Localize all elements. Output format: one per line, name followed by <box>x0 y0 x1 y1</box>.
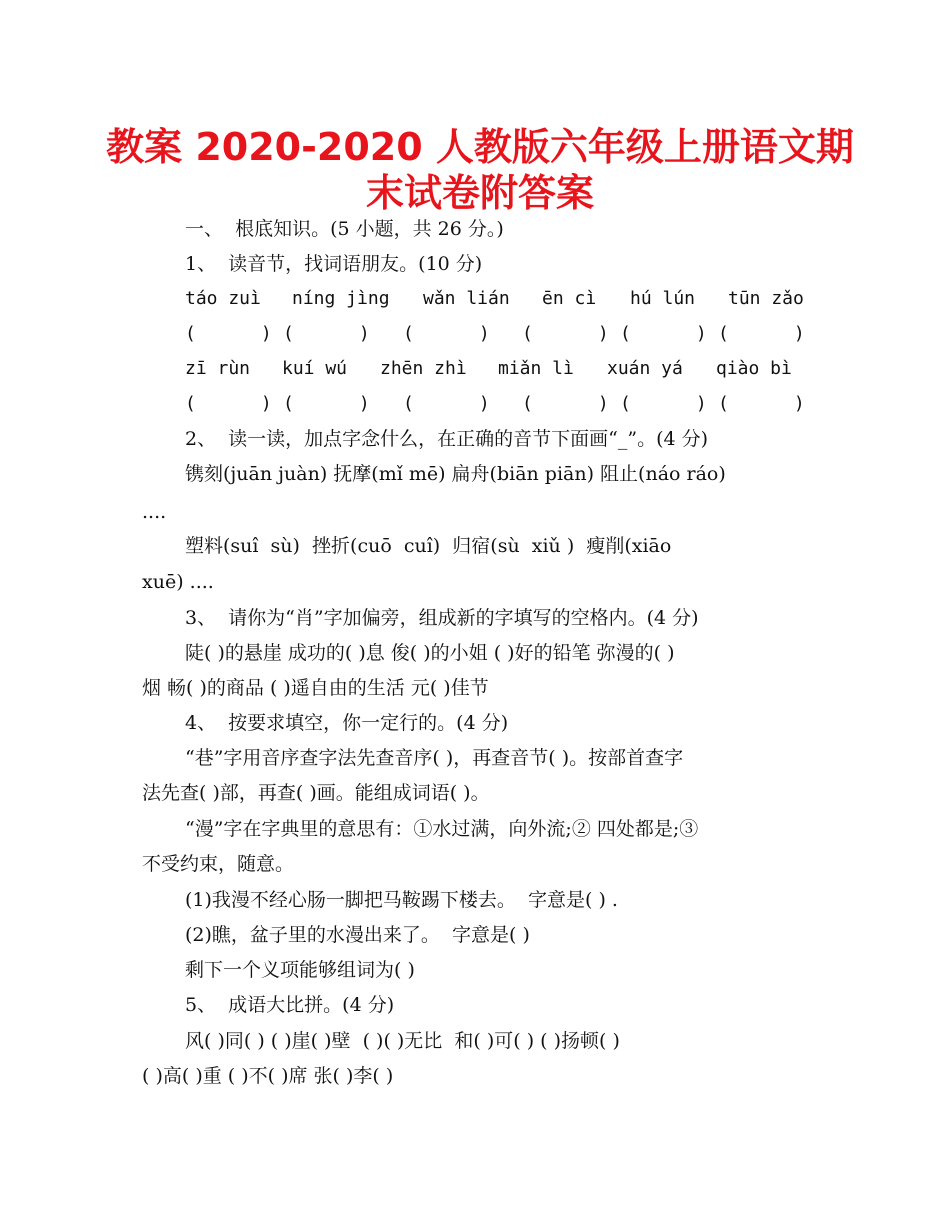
pinyin-item: níng jìng <box>292 288 390 309</box>
answer-blank: ( ) <box>283 323 370 344</box>
question-5-heading: 5、 成语大比拼。(4 分) <box>185 994 395 1016</box>
question-2-line: 塑料(suî sù) 挫折(cuō cuî) 归宿(sù xiǔ ) 瘦削(xiāo <box>185 535 672 557</box>
question-4-line: “巷”字用音序查字法先查音序( )，再查音节( )。按部首查字 <box>185 747 684 769</box>
pinyin-item: ēn cì <box>542 288 597 309</box>
answer-blank: ( ) <box>185 323 272 344</box>
question-2-dots: .... <box>142 501 167 523</box>
pinyin-item: hú lún <box>630 288 696 309</box>
pinyin-item: kuí wú <box>282 358 348 379</box>
answer-blank: ( ) <box>403 323 490 344</box>
answer-blank: ( ) <box>185 393 272 414</box>
pinyin-item: qiào bì <box>716 358 792 379</box>
answer-blank: ( ) <box>522 393 609 414</box>
question-4-line: (2)瞧，盆子里的水漫出来了。 字意是( ) <box>185 924 530 946</box>
pinyin-item: zhēn zhì <box>380 358 467 379</box>
pinyin-item: zī rùn <box>185 358 251 379</box>
section-1-heading: 一、 根底知识。(5 小题，共 26 分。) <box>185 218 504 240</box>
pinyin-item: táo zuì <box>185 288 261 309</box>
answer-blank: ( ) <box>620 393 707 414</box>
question-4-line: “漫”字在字典里的意思有：①水过满，向外流;② 四处都是;③ <box>185 818 699 840</box>
question-2-heading: 2、 读一读，加点字念什么，在正确的音节下面画“_”。(4 分) <box>185 428 709 450</box>
question-3-heading: 3、 请你为“肖”字加偏旁，组成新的字填写的空格内。(4 分) <box>185 607 699 629</box>
answer-blank: ( ) <box>718 393 805 414</box>
answer-blank: ( ) <box>283 393 370 414</box>
question-5-line: 风( )同( ) ( )崖( )壁 ( )( )无比 和( )可( ) ( )扬顿( ) <box>185 1030 620 1052</box>
question-4-line: (1)我漫不经心肠一脚把马鞍踢下楼去。 字意是( ) . <box>185 889 618 911</box>
answer-blank: ( ) <box>522 323 609 344</box>
question-3-line: 陡( )的悬崖 成功的( )息 俊( )的小姐 ( )好的铅笔 弥漫的( ) <box>185 642 675 664</box>
document-title-line-2: 末试卷附答案 <box>365 171 594 215</box>
document-title-line-1: 教案 2020-2020 人教版六年级上册语文期 <box>106 125 854 169</box>
question-4-line: 剩下一个义项能够组词为( ) <box>185 959 415 981</box>
question-4-heading: 4、 按要求填空，你一定行的。(4 分) <box>185 712 509 734</box>
pinyin-item: xuán yá <box>607 358 683 379</box>
question-4-line: 法先查( )部，再查( )画。能组成词语( )。 <box>142 782 490 804</box>
pinyin-item: miǎn lì <box>498 358 574 379</box>
question-3-line: 烟 畅( )的商品 ( )遥自由的生活 元( )佳节 <box>142 677 489 699</box>
pinyin-item: wǎn lián <box>423 288 510 309</box>
answer-blank: ( ) <box>403 393 490 414</box>
question-2-line: xuē) .... <box>142 571 214 593</box>
pinyin-item: tūn zǎo <box>728 288 804 309</box>
question-4-line: 不受约束，随意。 <box>142 853 295 875</box>
question-5-line: ( )高( )重 ( )不( )席 张( )李( ) <box>142 1065 394 1087</box>
answer-blank: ( ) <box>718 323 805 344</box>
question-2-line: 镌刻(juān juàn) 抚摩(mǐ mē) 扁舟(biān piān) 阻止(náo ráo) <box>185 463 726 485</box>
answer-blank: ( ) <box>620 323 707 344</box>
question-1-heading: 1、 读音节，找词语朋友。(10 分) <box>185 253 483 275</box>
